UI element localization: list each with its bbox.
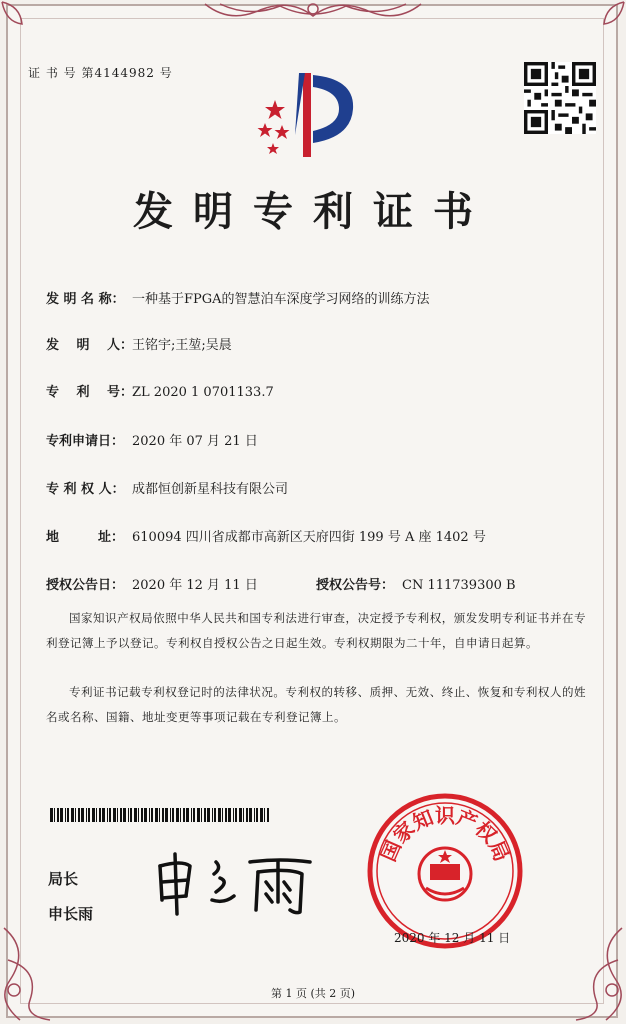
barcode-bar [71,808,74,822]
field-label: 发 明 人： [46,338,134,353]
barcode-bar [65,808,66,822]
barcode-bar [155,808,158,822]
director-name: 申长雨 [48,905,94,923]
field-address [46,526,486,545]
barcode-bar [165,808,168,822]
field-value: 王铭宇;王堃;吴晨 [132,338,232,353]
barcode-bar [113,808,116,822]
page-indicator: 第 1 页 (共 2 页) [270,987,356,1000]
barcode-bar [67,808,69,822]
barcode-bar [123,808,126,822]
grant-date-label: 授权公告日： [46,578,125,593]
barcode-bar [193,808,195,822]
field-label: 发 明 名 称： [46,292,125,307]
barcode-bar [228,808,231,822]
field-value: 成都恒创新星科技有限公司 [132,482,289,497]
barcode-bar [138,808,139,822]
qr-code-icon [524,62,596,134]
seal-date: 2020 年 12 月 11 日 [394,931,511,945]
field-patent-number [46,381,274,400]
barcode-bar [207,808,210,822]
barcode-bar [225,808,227,822]
barcode-bar [233,808,234,822]
barcode-bar [172,808,174,822]
top-left-ornament [0,0,40,40]
barcode-bar [180,808,181,822]
barcode-bar [267,808,269,822]
director-title: 局长 [48,870,79,888]
seal-text: 国家知识产权局 [375,803,515,865]
barcode-bar [107,808,108,822]
barcode-bar [130,808,132,822]
barcode-bar [243,808,244,822]
field-value: 一种基于FPGA的智慧泊车深度学习网络的训练方法 [132,292,430,307]
barcode-bar [183,808,185,822]
grant-number-label: 授权公告号： [316,578,395,593]
grant-date-value: 2020 年 12 月 11 日 [132,578,258,593]
director-signature [150,848,320,918]
field-inventors [46,334,232,353]
field-value: 2020 年 07 月 21 日 [132,434,258,449]
barcode-bar [54,808,55,822]
field-invention-name [46,288,430,307]
barcode-bar [128,808,129,822]
statement-paragraph-2: 专利证书记载专利权登记时的法律状况。专利权的转移、质押、无效、终止、恢复和专利权人的姓名或名称、国籍、地址变更等事项记载在专利登记簿上。 [46,685,586,724]
barcode-bar [144,808,147,822]
barcode-bar [141,808,143,822]
barcode-bar [120,808,122,822]
barcode-bar [191,808,192,822]
barcode-bar [75,808,76,822]
field-value: 610094 四川省成都市高新区天府四街 199 号 A 座 1402 号 [132,530,486,545]
bottom-left-ornament [0,920,70,1024]
cnipa-logo-icon [255,65,365,160]
barcode-bar [256,808,258,822]
barcode-icon [50,808,270,822]
barcode-bar [235,808,237,822]
barcode-bar [186,808,189,822]
barcode-bar [222,808,223,822]
barcode-bar [88,808,90,822]
top-ornament [200,0,426,26]
barcode-bar [260,808,263,822]
field-label: 地 址： [46,530,125,545]
barcode-bar [134,808,137,822]
statement-paragraph-1: 国家知识产权局依照中华人民共和国专利法进行审查，决定授予专利权，颁发发明专利证书并在专利登记簿上予以登记。专利权自授权公告之日起生效。专利权期限为二十年，自申请日起算。 [46,611,586,650]
field-label: 专利申请日： [46,434,125,449]
barcode-bar [60,808,63,822]
top-right-ornament [586,0,626,40]
field-label: 专 利 号： [46,385,134,400]
barcode-bar [50,808,53,822]
field-patentee [46,478,288,497]
barcode-bar [162,808,164,822]
barcode-bar [170,808,171,822]
barcode-bar [249,808,252,822]
barcode-bar [78,808,80,822]
barcode-bar [204,808,206,822]
field-label: 专 利 权 人： [46,482,125,497]
barcode-bar [176,808,179,822]
barcode-bar [117,808,118,822]
barcode-bar [57,808,59,822]
barcode-bar [92,808,95,822]
field-value: ZL 2020 1 0701133.7 [132,385,274,400]
barcode-bar [212,808,213,822]
barcode-bar [99,808,101,822]
barcode-bar [264,808,265,822]
barcode-bar [96,808,97,822]
barcode-bar [109,808,111,822]
certificate-title: 发明专利证书 [133,188,493,235]
field-application-date [46,430,258,449]
official-seal-icon [366,792,524,950]
grant-number [316,574,516,593]
barcode-bar [214,808,216,822]
barcode-bar [149,808,150,822]
barcode-bar [246,808,248,822]
grant-date [46,574,258,593]
certificate-number: 证 书 号 第4144982 号 [28,66,173,80]
barcode-bar [197,808,200,822]
barcode-bar [254,808,255,822]
barcode-bar [201,808,202,822]
bottom-right-ornament [556,920,626,1024]
grant-number-value: CN 111739300 B [402,578,516,593]
barcode-bar [86,808,87,822]
barcode-bar [159,808,160,822]
barcode-bar [151,808,153,822]
barcode-bar [218,808,221,822]
barcode-bar [81,808,84,822]
barcode-bar [102,808,105,822]
barcode-bar [239,808,242,822]
